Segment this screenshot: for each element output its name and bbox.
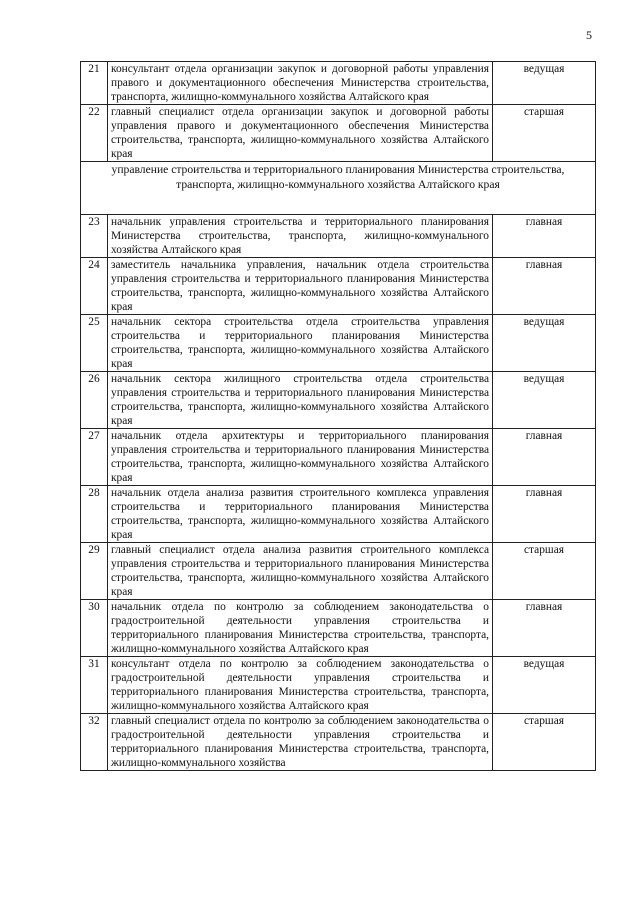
position-title: начальник отдела анализа развития строительного комплекса управления строительства и территориального планирования Министерства строительства, транспорта, жилищно-коммунального хозяйства Алтайского края (108, 486, 493, 543)
position-title: начальник сектора строительства отдела строительства управления строительства и территориального планирования Министерства строительства, транспорта, жилищно-коммунального хозяйства Алтайского края (108, 315, 493, 372)
row-number: 32 (81, 714, 108, 771)
table-row (81, 714, 596, 771)
row-number: 22 (81, 105, 108, 162)
position-group: старшая (493, 105, 596, 162)
position-title: консультант отдела организации закупок и договорной работы управления правого и документационного обеспечения Министерства строительства, транспорта, жилищно-коммунального хозяйства Алтайского края (108, 62, 493, 105)
section-title: управление строительства и территориального планирования Министерства строительства, транспорта, жилищно-коммунального хозяйства Алтайского края (81, 162, 596, 215)
table-row (81, 600, 596, 657)
position-title: главный специалист отдела по контролю за соблюдением законодательства о градостроительной деятельности управления строительства и территориального планирования Министерства строительства, транспорта, жилищно-коммунального хозяйства (108, 714, 493, 771)
position-title: начальник сектора жилищного строительства отдела строительства управления строительства и территориального планирования Министерства строительства, транспорта, жилищно-коммунального хозяйства Алтайского края (108, 372, 493, 429)
position-title: заместитель начальника управления, начальник отдела строительства управления строительства и территориального планирования Министерства строительства, транспорта, жилищно-коммунального хозяйства Алтайского края (108, 258, 493, 315)
table-row (81, 62, 596, 105)
position-title: начальник отдела архитектуры и территориального планирования управления строительства и территориального планирования Министерства строительства, транспорта, жилищно-коммунального хозяйства Алтайского края (108, 429, 493, 486)
position-title: главный специалист отдела анализа развития строительного комплекса управления строительства и территориального планирования Министерства строительства, транспорта, жилищно-коммунального хозяйства Алтайского края (108, 543, 493, 600)
position-group: главная (493, 429, 596, 486)
position-group: главная (493, 258, 596, 315)
row-number: 30 (81, 600, 108, 657)
table-row (81, 543, 596, 600)
row-number: 31 (81, 657, 108, 714)
position-group: главная (493, 215, 596, 258)
position-group: ведущая (493, 315, 596, 372)
table-row (81, 215, 596, 258)
position-group: главная (493, 600, 596, 657)
page-number: 5 (586, 28, 592, 42)
position-group: старшая (493, 543, 596, 600)
table-row (81, 429, 596, 486)
position-title: начальник отдела по контролю за соблюдением законодательства о градостроительной деятельности управления строительства и территориального планирования Министерства строительства, транспорта, жилищно-коммунального хозяйства Алтайского края (108, 600, 493, 657)
row-number: 27 (81, 429, 108, 486)
row-number: 21 (81, 62, 108, 105)
table-row (81, 105, 596, 162)
position-group: главная (493, 486, 596, 543)
position-title: начальник управления строительства и территориального планирования Министерства строительства, транспорта, жилищно-коммунального хозяйства Алтайского края (108, 215, 493, 258)
row-number: 24 (81, 258, 108, 315)
position-group: ведущая (493, 62, 596, 105)
position-group: старшая (493, 714, 596, 771)
row-number: 23 (81, 215, 108, 258)
table-row (81, 372, 596, 429)
position-group: ведущая (493, 657, 596, 714)
position-title: консультант отдела по контролю за соблюдением законодательства о градостроительной деятельности управления строительства и территориального планирования Министерства строительства, транспорта, жилищно-коммунального хозяйства Алтайского края (108, 657, 493, 714)
table-row (81, 315, 596, 372)
positions-table (80, 61, 596, 771)
row-number: 25 (81, 315, 108, 372)
row-number: 26 (81, 372, 108, 429)
row-number: 28 (81, 486, 108, 543)
position-title: главный специалист отдела организации закупок и договорной работы управления правого и документационного обеспечения Министерства строительства, транспорта, жилищно-коммунального хозяйства Алтайского края (108, 105, 493, 162)
section-row (81, 162, 596, 215)
row-number: 29 (81, 543, 108, 600)
table-row (81, 258, 596, 315)
position-group: ведущая (493, 372, 596, 429)
table-row (81, 657, 596, 714)
table-row (81, 486, 596, 543)
